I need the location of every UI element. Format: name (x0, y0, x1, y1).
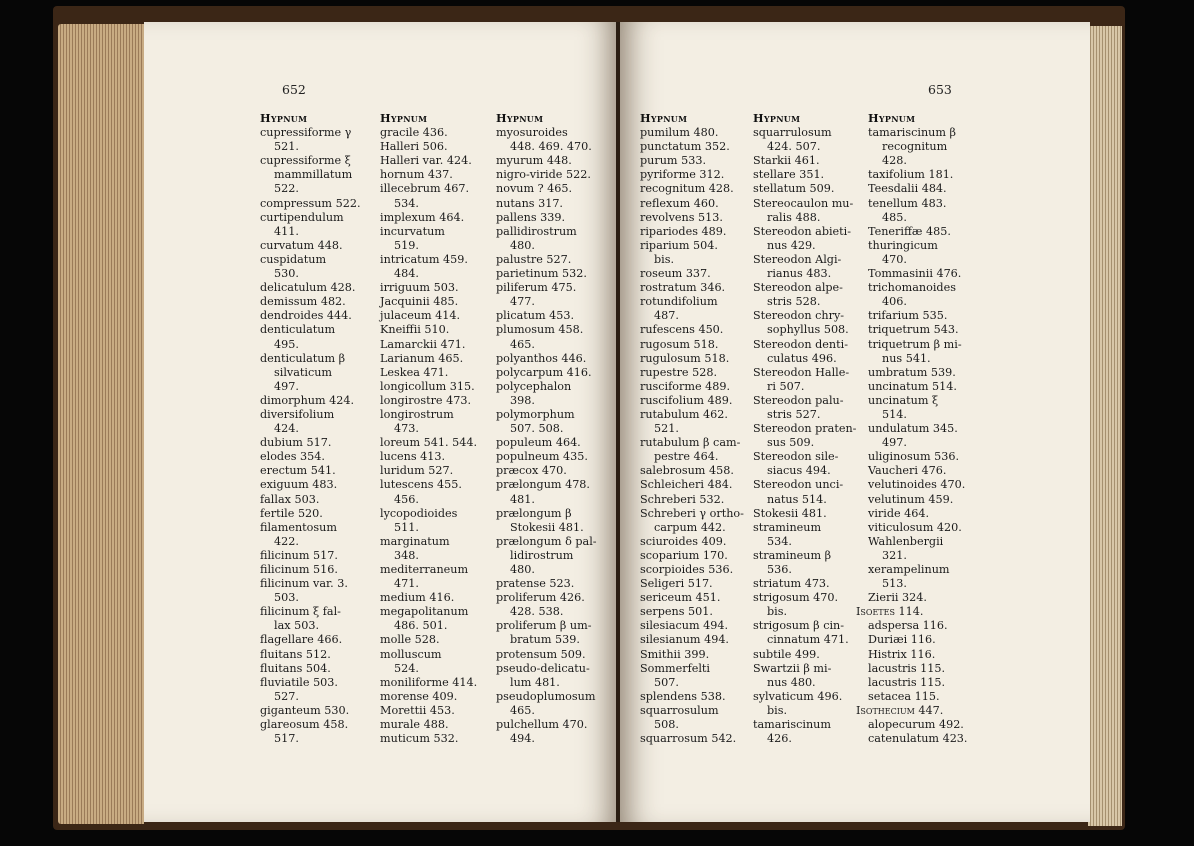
index-entry: filamentosum (260, 520, 337, 534)
index-entry: trifarium 535. (868, 309, 948, 323)
index-entry: setacea 115. (868, 689, 940, 703)
index-entry: filicinum ξ fal- (260, 605, 341, 619)
index-entry: morense 409. (380, 689, 458, 703)
index-entry: medium 416. (380, 591, 455, 605)
index-entry: bis. (767, 605, 788, 619)
index-entry: 465. (510, 337, 535, 351)
index-entry: cupressiforme γ (260, 126, 352, 140)
column-heading: Hypnum (868, 111, 916, 125)
index-entry: Starkii 461. (753, 154, 820, 168)
index-entry: 477. (510, 295, 535, 309)
index-entry: compressum 522. (260, 196, 361, 210)
index-entry: Lamarckii 471. (380, 337, 466, 351)
index-entry: uliginosum 536. (868, 450, 960, 464)
index-entry: 534. (767, 534, 792, 548)
index-entry: prælongum δ pal- (496, 534, 597, 548)
index-entry: julaceum 414. (380, 309, 461, 323)
index-entry: Stereodon abieti- (753, 224, 852, 238)
index-entry: adspersa 116. (868, 619, 948, 633)
index-entry: 484. (394, 267, 419, 281)
index-entry: 481. (510, 492, 535, 506)
index-entry: 503. (274, 591, 299, 605)
index-entry: recognitum (882, 140, 948, 154)
index-entry: gracile 436. (380, 126, 448, 140)
index-entry: novum ? 465. (496, 182, 573, 196)
index-entry: rianus 483. (767, 267, 832, 281)
index-entry: fluitans 512. (260, 647, 331, 661)
index-entry: squarrulosum (753, 126, 832, 140)
index-entry: lax 503. (274, 619, 320, 633)
index-entry: silvaticum (274, 365, 333, 379)
column-heading: Hypnum (753, 111, 801, 125)
index-entry: Zierii 324. (868, 591, 927, 605)
index-entry: polymorphum (496, 407, 575, 421)
index-entry: Stereodon alpe- (753, 281, 843, 295)
index-entry: Tommasinii 476. (868, 267, 962, 281)
index-entry: pestre 464. (654, 450, 719, 464)
index-entry: filicinum var. 3. (260, 577, 348, 591)
index-entry: 456. (394, 492, 419, 506)
index-entry: 398. (510, 393, 535, 407)
index-entry: irriguum 503. (380, 281, 459, 295)
index-entry: Stereodon praten- (753, 422, 857, 436)
index-entry: alopecurum 492. (868, 718, 964, 732)
index-entry: populeum 464. (496, 436, 581, 450)
index-entry: Stokesii 481. (510, 520, 584, 534)
index-entry: Halleri 506. (380, 140, 448, 154)
index-entry: reflexum 460. (640, 196, 719, 210)
index-entry: incurvatum (380, 224, 445, 238)
index-entry: 495. (274, 337, 299, 351)
index-entry: hornum 437. (380, 168, 453, 182)
index-entry: ripariodes 489. (640, 224, 727, 238)
index-entry: Schleicheri 484. (640, 478, 733, 492)
index-entry: rutabulum β cam- (640, 436, 741, 450)
index-entry: natus 514. (767, 492, 827, 506)
index-entry: culatus 496. (767, 351, 837, 365)
index-entry: triquetrum 543. (868, 323, 959, 337)
column-heading: Hypnum (640, 111, 688, 125)
index-entry: implexum 464. (380, 210, 465, 224)
index-entry: longicollum 315. (380, 379, 475, 393)
index-entry: roseum 337. (640, 267, 711, 281)
index-entry: 480. (510, 563, 535, 576)
index-entry: rugulosum 518. (640, 351, 730, 365)
index-entry: 428. 538. (510, 605, 564, 619)
index-entry: diversifolium (260, 407, 335, 421)
index-entry: rotundifolium (640, 295, 718, 309)
index-entry: 521. (274, 140, 299, 154)
index-entry: subtile 499. (753, 647, 820, 661)
index-entry: dubium 517. (260, 436, 332, 450)
index-entry: dimorphum 424. (260, 393, 355, 407)
index-column (856, 111, 986, 746)
index-entry: dendroides 444. (260, 309, 352, 323)
index-entry: stris 528. (767, 295, 821, 309)
index-entry: polycephalon (496, 379, 572, 393)
index-entry: prælongum β (496, 506, 572, 520)
index-entry: Stereocaulon mu- (753, 196, 854, 210)
index-entry: 348. (394, 548, 419, 562)
index-entry: Sommerfelti (640, 661, 710, 675)
index-entry: scoparium 170. (640, 548, 728, 562)
index-entry: tenellum 483. (868, 196, 947, 210)
index-entry: trichomanoides (868, 281, 956, 295)
index-entry: sylvaticum 496. (753, 689, 843, 703)
index-entry: riparium 504. (640, 238, 718, 252)
index-entry: mediterraneum (380, 563, 469, 576)
index-entry: 448. 469. 470. (510, 140, 592, 154)
genus-heading: Isothecium 447. (856, 703, 944, 717)
index-entry: erectum 541. (260, 464, 336, 478)
index-entry: velutinoides 470. (868, 478, 966, 492)
index-entry: Jacquinii 485. (380, 295, 459, 309)
index-entry: pyriforme 312. (640, 168, 725, 182)
index-entry: Schreberi γ ortho- (640, 506, 744, 520)
index-entry: tamariscinum (753, 718, 831, 732)
index-entry: Stereodon Algi- (753, 252, 842, 266)
page-number: 652 (282, 82, 306, 97)
index-entry: stramineum β (753, 548, 832, 562)
index-entry: denticulatum β (260, 351, 346, 365)
index-entry: marginatum (380, 534, 450, 548)
index-entry: rufescens 450. (640, 323, 724, 337)
index-entry: catenulatum 423. (868, 732, 968, 746)
index-entry: Schreberi 532. (640, 492, 725, 506)
index-entry: Vaucheri 476. (868, 464, 947, 478)
index-entry: viticulosum 420. (868, 520, 962, 534)
index-entry: 321. (882, 548, 907, 562)
index-entry: 521. (654, 422, 679, 436)
index-entry: Histrix 116. (868, 647, 936, 661)
index-column (380, 111, 498, 746)
index-entry: nus 541. (882, 351, 931, 365)
index-entry: 522. (274, 182, 299, 196)
index-entry: xerampelinum (868, 563, 950, 576)
index-entry: 519. (394, 238, 419, 252)
index-entry: silesianum 494. (640, 633, 729, 647)
index-entry: stellatum 509. (753, 182, 835, 196)
index-entry: squarrosulum (640, 703, 719, 717)
index-entry: Stokesii 481. (753, 506, 827, 520)
index-entry: plicatum 453. (496, 309, 575, 323)
index-entry: fallax 503. (260, 492, 320, 506)
index-entry: 517. (274, 732, 299, 746)
index-entry: 524. (394, 661, 419, 675)
index-entry: lacustris 115. (868, 675, 946, 689)
index-entry: Larianum 465. (380, 351, 464, 365)
index-entry: 465. (510, 703, 535, 717)
index-entry: polycarpum 416. (496, 365, 592, 379)
index-entry: exiguum 483. (260, 478, 338, 492)
index-entry: delicatulum 428. (260, 281, 356, 295)
index-entry: Stereodon chry- (753, 309, 845, 323)
column-heading: Hypnum (380, 111, 428, 125)
index-entry: nigro-viride 522. (496, 168, 591, 182)
index-entry: illecebrum 467. (380, 182, 470, 196)
index-entry: tamariscinum β (868, 126, 956, 140)
index-entry: thuringicum (868, 238, 938, 252)
index-entry: recognitum 428. (640, 182, 734, 196)
index-entry: 470. (882, 252, 907, 266)
index-entry: siacus 494. (767, 464, 831, 478)
index-entry: undulatum 345. (868, 422, 958, 436)
index-entry: splendens 538. (640, 689, 726, 703)
index-entry: uncinatum 514. (868, 379, 957, 393)
index-entry: Stereodon palu- (753, 393, 844, 407)
index-entry: pratense 523. (496, 577, 575, 591)
index-entry: scorpioides 536. (640, 563, 734, 576)
index-entry: demissum 482. (260, 295, 346, 309)
index-entry: triquetrum β mi- (868, 337, 962, 351)
index-entry: intricatum 459. (380, 252, 468, 266)
index-entry: revolvens 513. (640, 210, 723, 224)
index-entry: moniliforme 414. (380, 675, 478, 689)
index-entry: stramineum (753, 520, 822, 534)
index-entry: filicinum 516. (260, 563, 338, 576)
index-entry: myurum 448. (496, 154, 572, 168)
index-entry: polyanthos 446. (496, 351, 587, 365)
index-entry: præcox 470. (496, 464, 567, 478)
index-entry: Kneiffii 510. (380, 323, 450, 337)
index-entry: 411. (274, 224, 299, 238)
index-entry: nutans 317. (496, 196, 563, 210)
index-column (640, 111, 758, 746)
index-entry: luridum 527. (380, 464, 454, 478)
index-entry: 508. (654, 718, 679, 732)
index-entry: lum 481. (510, 675, 560, 689)
index-entry: velutinum 459. (868, 492, 954, 506)
index-entry: Teneriffæ 485. (868, 224, 951, 238)
index-entry: stellare 351. (753, 168, 825, 182)
index-entry: rupestre 528. (640, 365, 718, 379)
index-entry: Leskea 471. (380, 365, 449, 379)
index-entry: myosuroides (496, 126, 568, 140)
right-page (620, 22, 1090, 822)
index-entry: Duriæi 116. (868, 633, 936, 647)
index-entry: lidirostrum (510, 548, 574, 562)
index-entry: 514. (882, 407, 907, 421)
index-entry: 497. (882, 436, 907, 450)
index-entry: Stereodon sile- (753, 450, 839, 464)
index-entry: taxifolium 181. (868, 168, 954, 182)
index-entry: punctatum 352. (640, 140, 730, 154)
index-entry: Halleri var. 424. (380, 154, 472, 168)
index-entry: 536. (767, 563, 792, 576)
index-entry: fertile 520. (260, 506, 323, 520)
index-entry: parietinum 532. (496, 267, 587, 281)
index-entry: Stereodon denti- (753, 337, 848, 351)
index-entry: purum 533. (640, 154, 706, 168)
right-page-edges (1088, 26, 1122, 826)
index-entry: 530. (274, 267, 299, 281)
index-entry: bis. (767, 703, 788, 717)
index-entry: proliferum 426. (496, 591, 585, 605)
index-entry: cuspidatum (260, 252, 327, 266)
index-entry: 507. 508. (510, 422, 564, 436)
index-column (753, 111, 871, 746)
index-entry: muticum 532. (380, 732, 459, 746)
index-entry: umbratum 539. (868, 365, 956, 379)
index-entry: 480. (510, 238, 535, 252)
index-entry: squarrosum 542. (640, 732, 737, 746)
index-entry: stris 527. (767, 407, 821, 421)
index-entry: giganteum 530. (260, 703, 350, 717)
index-entry: Stereodon Halle- (753, 365, 850, 379)
index-entry: Stereodon unci- (753, 478, 844, 492)
index-entry: cupressiforme ξ (260, 154, 351, 168)
index-entry: rugosum 518. (640, 337, 719, 351)
index-entry: nus 429. (767, 238, 816, 252)
index-entry: uncinatum ξ (868, 393, 939, 407)
index-entry: sciuroides 409. (640, 534, 727, 548)
index-entry: piliferum 475. (496, 281, 577, 295)
index-entry: curtipendulum (260, 210, 344, 224)
index-entry: pumilum 480. (640, 126, 719, 140)
left-page (144, 22, 618, 822)
index-entry: glareosum 458. (260, 718, 349, 732)
index-entry: molle 528. (380, 633, 440, 647)
index-entry: proliferum β um- (496, 619, 592, 633)
index-entry: 494. (510, 732, 535, 746)
index-entry: murale 488. (380, 718, 449, 732)
index-entry: lycopodioides (380, 506, 458, 520)
index-entry: nus 480. (767, 675, 816, 689)
index-entry: lucens 413. (380, 450, 446, 464)
index-entry: 422. (274, 534, 299, 548)
index-entry: rostratum 346. (640, 281, 726, 295)
index-entry: pallens 339. (496, 210, 566, 224)
index-entry: serpens 501. (640, 605, 713, 619)
index-entry: pseudoplumosum (496, 689, 596, 703)
column-heading: Hypnum (496, 111, 544, 125)
index-entry: bis. (654, 252, 675, 266)
index-entry: strigosum 470. (753, 591, 839, 605)
index-entry: 473. (394, 422, 419, 436)
index-entry: Swartzii β mi- (753, 661, 832, 675)
index-entry: 527. (274, 689, 299, 703)
page-number: 653 (928, 82, 952, 97)
index-entry: striatum 473. (753, 577, 830, 591)
index-entry: 424. 507. (767, 140, 821, 154)
index-entry: 534. (394, 196, 419, 210)
left-page-edges (58, 24, 144, 824)
index-entry: pulchellum 470. (496, 718, 588, 732)
index-entry: molluscum (380, 647, 442, 661)
genus-heading: Isoetes 114. (856, 605, 924, 619)
index-entry: Smithii 399. (640, 647, 710, 661)
index-entry: plumosum 458. (496, 323, 584, 337)
index-entry: carpum 442. (654, 520, 726, 534)
index-entry: prælongum 478. (496, 478, 590, 492)
index-entry: loreum 541. 544. (380, 436, 478, 450)
index-entry: sus 509. (767, 436, 815, 450)
index-entry: 487. (654, 309, 679, 323)
index-entry: 424. (274, 422, 299, 436)
index-entry: strigosum β cin- (753, 619, 845, 633)
index-entry: Morettii 453. (380, 703, 455, 717)
index-entry: Wahlenbergii (868, 534, 944, 548)
index-entry: palustre 527. (496, 252, 572, 266)
index-entry: pseudo-delicatu- (496, 661, 590, 675)
index-entry: 426. (767, 732, 792, 746)
index-entry: rutabulum 462. (640, 407, 728, 421)
index-entry: 507. (654, 675, 679, 689)
index-entry: protensum 509. (496, 647, 586, 661)
index-entry: bratum 539. (510, 633, 580, 647)
index-entry: populneum 435. (496, 450, 588, 464)
index-entry: 428. (882, 154, 907, 168)
index-entry: 511. (394, 520, 419, 534)
index-entry: 471. (394, 577, 419, 591)
index-entry: salebrosum 458. (640, 464, 734, 478)
index-entry: cinnatum 471. (767, 633, 849, 647)
index-entry: rusciforme 489. (640, 379, 731, 393)
index-entry: ruscifolium 489. (640, 393, 733, 407)
index-entry: 485. (882, 210, 907, 224)
index-entry: Teesdalii 484. (868, 182, 947, 196)
index-entry: denticulatum (260, 323, 336, 337)
index-column (496, 111, 614, 746)
column-heading: Hypnum (260, 111, 308, 125)
index-entry: ri 507. (767, 379, 805, 393)
index-entry: silesiacum 494. (640, 619, 729, 633)
index-entry: fluviatile 503. (260, 675, 338, 689)
index-entry: fluitans 504. (260, 661, 331, 675)
index-entry: longirostrum (380, 407, 454, 421)
index-entry: viride 464. (868, 506, 930, 520)
index-entry: longirostre 473. (380, 393, 472, 407)
index-entry: elodes 354. (260, 450, 325, 464)
index-entry: pallidirostrum (496, 224, 577, 238)
index-entry: mammillatum (274, 168, 353, 182)
index-entry: sophyllus 508. (767, 323, 849, 337)
index-entry: Seligeri 517. (640, 577, 713, 591)
index-entry: curvatum 448. (260, 238, 343, 252)
index-entry: filicinum 517. (260, 548, 338, 562)
index-column (260, 111, 378, 746)
index-entry: lutescens 455. (380, 478, 462, 492)
index-entry: 497. (274, 379, 299, 393)
index-entry: ralis 488. (767, 210, 821, 224)
index-entry: 486. 501. (394, 619, 448, 633)
index-entry: 513. (882, 577, 907, 591)
index-entry: 406. (882, 295, 907, 309)
index-entry: sericeum 451. (640, 591, 721, 605)
index-entry: megapolitanum (380, 605, 469, 619)
index-entry: flagellare 466. (260, 633, 343, 647)
index-entry: lacustris 115. (868, 661, 946, 675)
